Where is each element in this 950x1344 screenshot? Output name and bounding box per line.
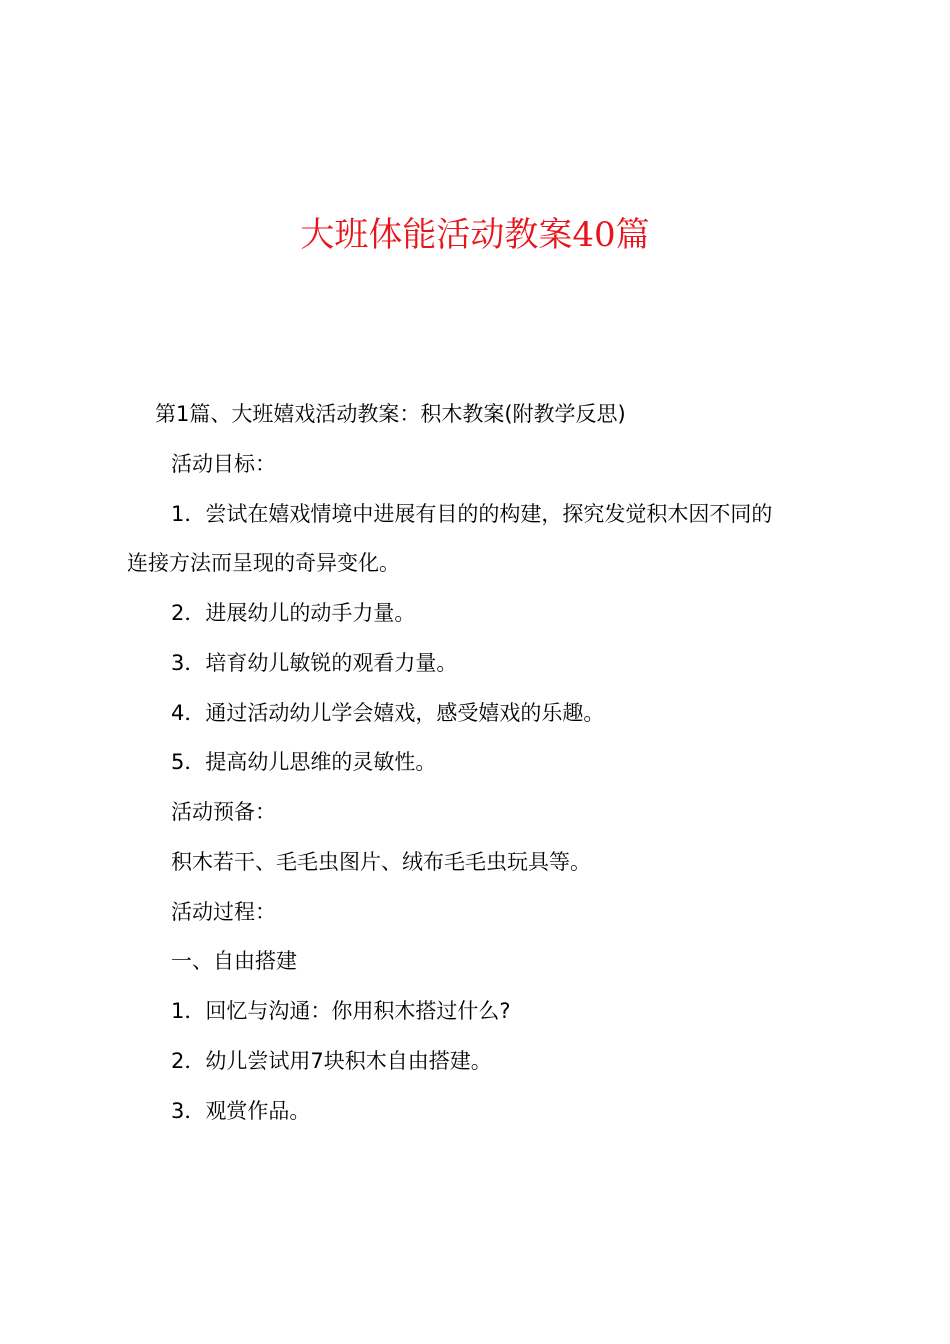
section-heading-process: 活动过程： <box>171 900 276 924</box>
goal-item-3: 3．培育幼儿敏锐的观看力量。 <box>171 651 458 675</box>
section-heading-goals: 活动目标： <box>171 452 276 476</box>
document-title: 大班体能活动教案40篇 <box>300 215 650 255</box>
preparation-materials: 积木若干、毛毛虫图片、绒布毛毛虫玩具等。 <box>171 850 591 874</box>
goal-item-2: 2．进展幼儿的动手力量。 <box>171 601 416 625</box>
process-item-1: 1．回忆与沟通：你用积木搭过什么? <box>171 999 511 1023</box>
goal-item-5: 5．提高幼儿思维的灵敏性。 <box>171 750 437 774</box>
process-item-2: 2．幼儿尝试用7块积木自由搭建。 <box>171 1049 492 1073</box>
process-subheading-1: 一、自由搭建 <box>171 949 297 973</box>
process-item-3: 3．观赏作品。 <box>171 1099 311 1123</box>
goal-item-1-continued: 连接方法而呈现的奇异变化。 <box>127 551 400 575</box>
goal-item-1: 1．尝试在嬉戏情境中进展有目的的构建，探究发觉积木因不同的 <box>171 502 773 526</box>
chapter-heading: 第1篇、大班嬉戏活动教案：积木教案(附教学反思) <box>155 402 626 426</box>
goal-item-4: 4．通过活动幼儿学会嬉戏，感受嬉戏的乐趣。 <box>171 701 605 725</box>
section-heading-preparation: 活动预备： <box>171 800 276 824</box>
